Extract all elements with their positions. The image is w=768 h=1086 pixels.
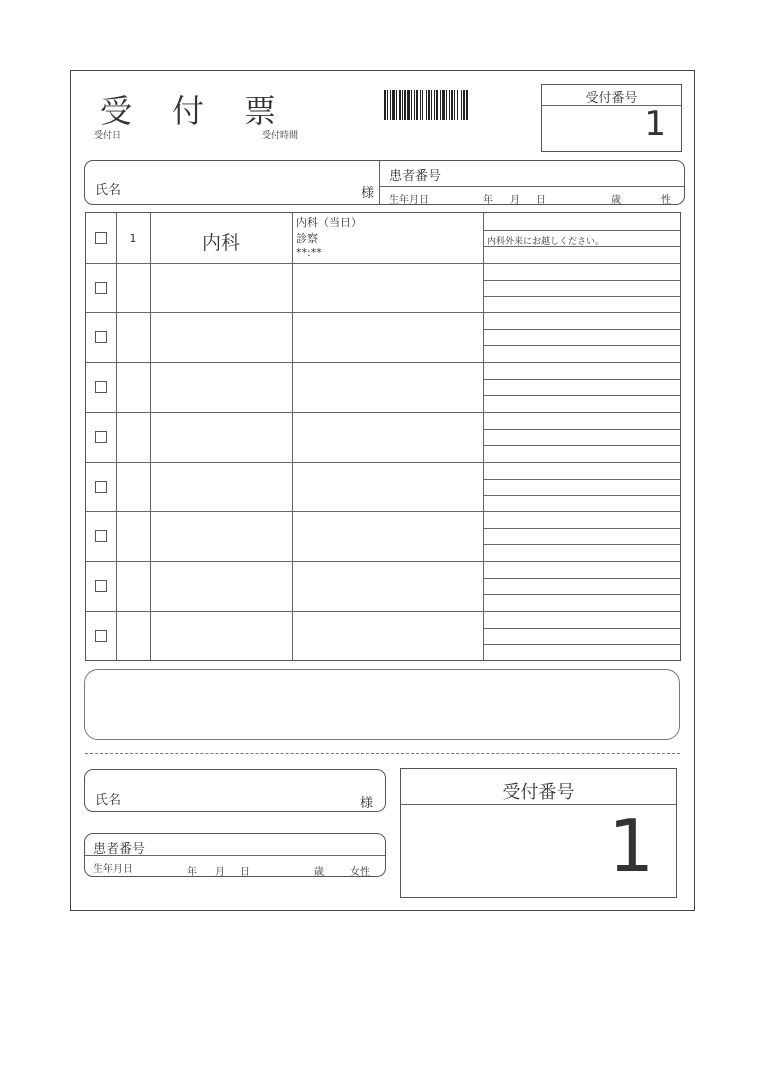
stub-month-label: 月 bbox=[215, 867, 225, 878]
stub-name-box bbox=[84, 769, 386, 812]
note-line bbox=[483, 379, 680, 380]
table-row-divider bbox=[86, 611, 680, 612]
barcode-bar bbox=[468, 90, 469, 120]
row-detail-line: 内科（当日） bbox=[296, 216, 362, 229]
stub-patient-number-label: 患者番号 bbox=[93, 842, 146, 857]
year-label: 年 bbox=[483, 195, 493, 206]
name-label: 氏名 bbox=[95, 183, 122, 198]
row-checkbox[interactable] bbox=[95, 530, 107, 542]
note-line bbox=[483, 594, 680, 595]
note-line bbox=[483, 230, 680, 231]
note-line bbox=[483, 445, 680, 446]
row-checkbox[interactable] bbox=[95, 282, 107, 294]
row-checkbox[interactable] bbox=[95, 481, 107, 493]
note-line bbox=[483, 395, 680, 396]
row-detail-line: 診察 bbox=[296, 232, 318, 245]
sex-label: 性 bbox=[661, 195, 671, 206]
note-line bbox=[483, 495, 680, 496]
table-row-divider bbox=[86, 462, 680, 463]
note-line bbox=[483, 628, 680, 629]
row-checkbox[interactable] bbox=[95, 232, 107, 244]
row-detail-line: **:** bbox=[296, 246, 322, 259]
reception-table bbox=[85, 212, 681, 661]
patient-number-label: 患者番号 bbox=[389, 169, 442, 184]
stub-sex-value: 女性 bbox=[350, 867, 370, 878]
note-line bbox=[483, 429, 680, 430]
note-line bbox=[483, 345, 680, 346]
reception-time-label: 受付時間 bbox=[262, 131, 299, 141]
note-line bbox=[483, 329, 680, 330]
note-line bbox=[483, 528, 680, 529]
stub-reception-number-label: 受付番号 bbox=[502, 782, 575, 803]
reception-number-value: 1 bbox=[644, 104, 666, 144]
title-char-1: 受 bbox=[100, 92, 135, 130]
stub-birthdate-label: 生年月日 bbox=[93, 864, 133, 875]
birthdate-label: 生年月日 bbox=[389, 195, 429, 206]
month-label: 月 bbox=[510, 195, 520, 206]
honorific-label: 様 bbox=[361, 186, 375, 201]
stub-year-label: 年 bbox=[187, 867, 197, 878]
table-row-divider bbox=[86, 412, 680, 413]
age-label: 歳 bbox=[611, 195, 621, 206]
stub-day-label: 日 bbox=[240, 867, 250, 878]
note-line bbox=[483, 544, 680, 545]
table-column-divider bbox=[150, 213, 151, 660]
table-row-divider bbox=[86, 511, 680, 512]
reception-number-label: 受付番号 bbox=[585, 91, 638, 106]
memo-box bbox=[84, 669, 680, 740]
reception-date-label: 受付日 bbox=[94, 131, 122, 141]
cut-line bbox=[85, 753, 680, 754]
row-checkbox[interactable] bbox=[95, 580, 107, 592]
stub-name-label: 氏名 bbox=[95, 793, 122, 808]
table-column-divider bbox=[116, 213, 117, 660]
patient-number-underline bbox=[380, 186, 684, 187]
row-number: 1 bbox=[129, 232, 137, 245]
note-line bbox=[483, 644, 680, 645]
day-label: 日 bbox=[536, 195, 546, 206]
note-line bbox=[483, 578, 680, 579]
title-char-3: 票 bbox=[244, 92, 279, 130]
stub-honorific-label: 様 bbox=[360, 796, 374, 811]
patient-info-divider bbox=[379, 161, 380, 204]
form-title bbox=[100, 86, 278, 132]
note-line bbox=[483, 296, 680, 297]
row-department: 内科 bbox=[201, 232, 240, 254]
table-row-divider bbox=[86, 263, 680, 264]
table-row-divider bbox=[86, 561, 680, 562]
stub-age-label: 歳 bbox=[314, 867, 324, 878]
note-line bbox=[483, 280, 680, 281]
table-row-divider bbox=[86, 312, 680, 313]
barcode-image bbox=[384, 90, 526, 120]
row-checkbox[interactable] bbox=[95, 431, 107, 443]
table-row-divider bbox=[86, 362, 680, 363]
stub-reception-number-value: 1 bbox=[608, 804, 654, 888]
title-char-2: 付 bbox=[172, 92, 207, 130]
row-checkbox[interactable] bbox=[95, 630, 107, 642]
note-line bbox=[483, 479, 680, 480]
row-checkbox[interactable] bbox=[95, 331, 107, 343]
table-column-divider bbox=[292, 213, 293, 660]
row-note: 内科外来にお越しください。 bbox=[487, 237, 605, 247]
row-checkbox[interactable] bbox=[95, 381, 107, 393]
patient-info-box bbox=[84, 160, 685, 205]
